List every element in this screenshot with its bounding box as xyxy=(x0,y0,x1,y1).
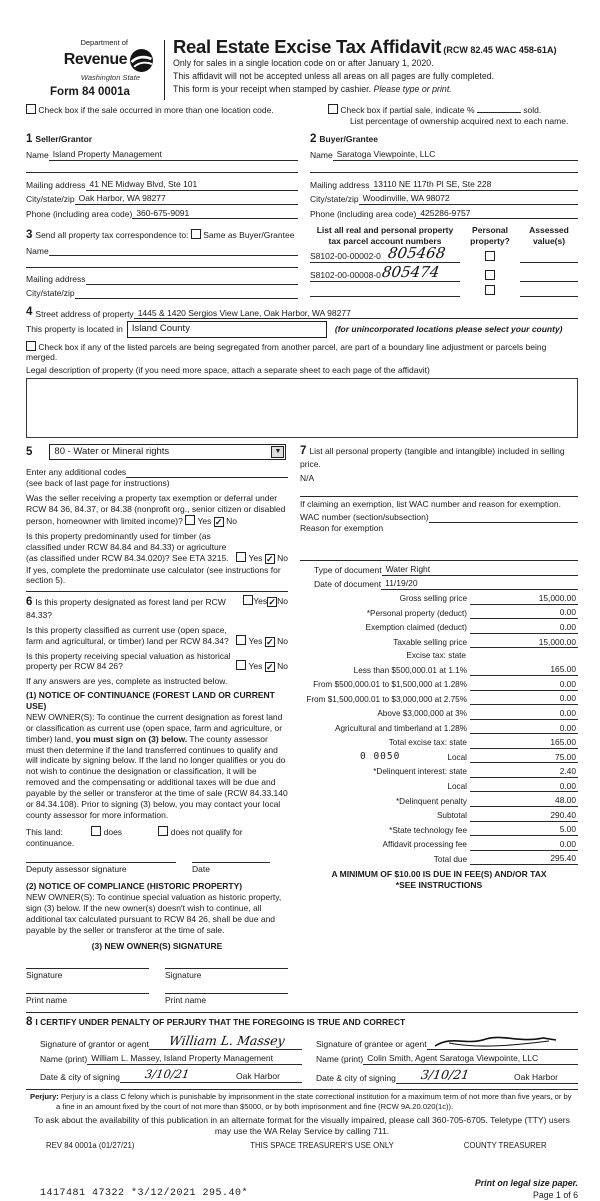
tax-row: Total excise tax: state 165.00 xyxy=(388,737,576,748)
partial-sale-percent-field[interactable] xyxy=(477,112,521,113)
minimum-due-note: A MINIMUM OF $10.00 IS DUE IN FEE(S) AND/OR TAX xyxy=(331,869,547,880)
section4-number: 4 xyxy=(26,305,33,318)
corr-name-extra-line[interactable] xyxy=(26,258,298,268)
doc-date-label: Date of document xyxy=(314,579,382,590)
subtitle-3: This form is your receipt when stamped by cashier. Please type or print. xyxy=(173,83,452,94)
section8-number: 8 xyxy=(26,1016,33,1029)
current-use-question: Is this property classified as current use (open space, farm and agricultural, or timber) land per RCW 84.34? Yes ✓ No xyxy=(26,624,288,647)
parcel-number-field-2[interactable]: S8102-00-00008-0 805474 xyxy=(310,266,460,282)
tax-row: Total due 295.40 xyxy=(433,853,576,864)
tax-row: From $500,000.01 to $1,500,000 at 1.28% 0.00 xyxy=(313,678,576,690)
wac-number-label: WAC number (section/subsection) xyxy=(300,512,429,523)
personal-property-deduct-value: 0.00 xyxy=(512,607,578,619)
buyer-mailing-field[interactable]: 13110 NE 117th Pl SE, Ste 228 xyxy=(370,179,578,191)
personal-property-checkbox-3[interactable] xyxy=(485,285,495,295)
historic-yes-checkbox[interactable] xyxy=(236,660,246,670)
tax-row: Subtotal 290.40 xyxy=(436,809,576,821)
local-tax-value: 75.00 xyxy=(512,752,578,764)
seller-citystate-field[interactable]: Oak Harbor, WA 98277 xyxy=(75,193,298,205)
grantee-signature-scrawl xyxy=(431,1033,561,1049)
corr-mailing-field[interactable] xyxy=(86,284,298,285)
form-number: Form 84 0001a xyxy=(50,86,130,99)
parcel-col-header: List all real and personal property tax parcel account numbers xyxy=(316,225,454,247)
tier1-tax-value: 165.00 xyxy=(512,664,578,676)
section3-number: 3 xyxy=(26,229,33,242)
grantor-signature-field[interactable] xyxy=(149,1033,302,1050)
affidavit-processing-fee-value: 0.00 xyxy=(512,839,578,851)
same-as-buyer-label: Same as Buyer/Grantee xyxy=(203,230,295,241)
located-in-label: This property is located in xyxy=(26,324,123,335)
exemption-no-checkbox[interactable]: ✓ xyxy=(214,516,223,527)
street-address-field[interactable]: 1445 & 1420 Sergios View Lane, Oak Harbor, WA 98277 xyxy=(134,308,578,320)
section7-number: 7 xyxy=(300,445,307,458)
rev-number: REV 84 0001a (01/27/21) xyxy=(46,1140,135,1150)
grantor-date-label: Date & city of signing xyxy=(40,1071,120,1082)
forest-yes-checkbox[interactable] xyxy=(243,595,253,605)
grantee-sig-label: Signature of grantee or agent xyxy=(316,1039,427,1050)
corr-citystate-field[interactable] xyxy=(75,298,298,299)
certify-statement: I CERTIFY UNDER PENALTY OF PERJURY THAT THE FOREGOING IS TRUE AND CORRECT xyxy=(35,1017,406,1028)
ownership-percentage-note: List percentage of ownership acquired next to each name. xyxy=(350,115,569,126)
tax-row: Less than $500,000.01 at 1.1% 165.00 xyxy=(353,664,576,675)
total-due-value: 295.40 xyxy=(512,853,578,865)
grantee-date-label: Date & city of signing xyxy=(316,1073,396,1084)
tax-row: *Delinquent penalty 48.00 xyxy=(395,795,576,806)
section5-number: 5 xyxy=(26,445,33,458)
reason-exemption-field[interactable] xyxy=(300,534,578,560)
seller-citystate-label: City/state/zip xyxy=(26,194,75,205)
same-as-buyer-checkbox[interactable] xyxy=(191,229,201,239)
tax-row: From $1,500,000.01 to $3,000,000 at 2.75% 0.00 xyxy=(306,693,576,704)
notice-continuance-body: NEW OWNER(S): To continue the current designation as forest land or classification as current use (open space, farm and agriculture, or timber) land, you must sign on (3) below. The county assessor must then determine if the land transferred continues to qualify and will indicate by signing below. If the land no longer qualifies or you do not wish to continue the designation or classification, it will be removed and the compensating or additional taxes will be due and payable by the seller or transferor at the time of sale (RCW 84.33.140 or 84.34.108). Prior to signing (3) below, you may contact your local county assessor for more information. xyxy=(26,711,288,820)
seller-name-label: Name xyxy=(26,149,49,160)
grantor-city-field[interactable]: Oak Harbor xyxy=(212,1071,302,1083)
new-owners-signature-title: (3) NEW OWNER(S) SIGNATURE xyxy=(91,940,223,951)
tax-row: Exemption claimed (deduct) 0.00 xyxy=(365,621,576,633)
delinquent-penalty-value: 48.00 xyxy=(512,795,578,807)
multiple-location-checkbox[interactable] xyxy=(26,104,36,114)
new-owner-signature-line-2[interactable]: Signature xyxy=(165,968,288,981)
parcel-row xyxy=(310,262,578,282)
seller-phone-label: Phone (including area code) xyxy=(26,208,133,219)
notice-continuance-title: (1) NOTICE OF CONTINUANCE (FOREST LAND OR CURRENT USE) xyxy=(26,690,275,712)
grantee-date-field[interactable]: 3/10/21 xyxy=(396,1067,492,1084)
buyer-citystate-label: City/state/zip xyxy=(310,194,359,205)
buyer-name-field[interactable]: Saratoga Viewpointe, LLC xyxy=(333,149,578,161)
forest-no-checkbox[interactable]: ✓ xyxy=(268,597,276,608)
personal-property-checkbox-2[interactable] xyxy=(485,270,495,280)
land-does-checkbox[interactable] xyxy=(91,826,101,836)
assessed-value-field-2[interactable] xyxy=(520,271,578,282)
county-select[interactable]: Island County xyxy=(127,321,327,337)
buyer-citystate-field[interactable]: Woodinville, WA 98072 xyxy=(359,193,578,205)
section1-heading: Seller/Grantor xyxy=(35,133,93,144)
legal-description-label: Legal description of property (if you need more space, attach a separate sheet to each page of the affidavit) xyxy=(26,365,430,376)
delinquent-interest-local-value: 0.00 xyxy=(512,781,578,793)
corr-citystate-label: City/state/zip xyxy=(26,287,75,298)
personal-property-col-header: Personal property? xyxy=(470,225,510,247)
exemption-yes-checkbox[interactable] xyxy=(185,515,195,525)
corr-mailing-label: Mailing address xyxy=(26,274,86,285)
parcel-number-field-1[interactable]: S8102-00-00002-0 805468 xyxy=(310,247,460,263)
legal-description-field[interactable] xyxy=(26,378,578,438)
grantee-signature-field[interactable] xyxy=(427,1033,578,1050)
partial-sale-label: Check box if partial sale, indicate % sold. xyxy=(340,104,542,115)
grantor-name-field[interactable]: William L. Massey, Island Property Management xyxy=(87,1053,302,1065)
subtotal-value: 290.40 xyxy=(512,810,578,822)
deputy-date-line[interactable]: Date xyxy=(192,862,270,875)
new-owner-signature-line-1[interactable]: Signature xyxy=(26,968,149,981)
seller-phone-field[interactable]: 360-675-9091 xyxy=(132,208,298,220)
assessed-value-field-3[interactable] xyxy=(520,286,578,297)
see-instructions-note: *SEE INSTRUCTIONS xyxy=(395,880,483,891)
agricultural-tax-value: 0.00 xyxy=(512,723,578,735)
tax-row: *Personal property (deduct) 0.00 xyxy=(366,607,576,618)
codes-note: (see back of last page for instructions) xyxy=(26,478,170,489)
buyer-mailing-label: Mailing address xyxy=(310,179,370,190)
doc-type-label: Type of document xyxy=(314,564,382,575)
section2-number: 2 xyxy=(310,132,317,145)
buyer-phone-field[interactable]: 425286-9757 xyxy=(416,208,578,220)
tax-row: *Delinquent interest: state 2.40 xyxy=(373,766,576,777)
tier4-tax-value: 0.00 xyxy=(512,708,578,720)
dor-logo xyxy=(26,38,154,100)
grantor-sig-label: Signature of grantor or agent xyxy=(40,1039,149,1050)
section2-heading: Buyer/Grantee xyxy=(319,133,378,144)
buyer-phone-label: Phone (including area code) xyxy=(310,208,417,219)
exemption-question: Was the seller receiving a property tax exemption or deferral under RCW 84 36, 84.37, or 84.38 (nonprofit org., senior citizen or disabled person, homeowner with limited income)? Yes ✓ No xyxy=(26,493,286,527)
predominate-use-note: If yes, complete the predominate use calculator (see instructions for section 5). xyxy=(26,564,281,586)
timber-question: Is this property predominantly used for timber (as classified under RCW 84.84 and 84.33) or agriculture (as classified under RCW 84.34.020)? See ETA 3215. Yes ✓ No xyxy=(26,530,288,564)
wac-number-field[interactable] xyxy=(429,522,578,523)
personal-property-checkbox-1[interactable] xyxy=(485,251,495,261)
seller-mailing-field[interactable]: 41 NE Midway Blvd, Ste 101 xyxy=(86,179,298,191)
historic-no-checkbox[interactable]: ✓ xyxy=(265,662,274,673)
washington-state-label: Washington State xyxy=(80,72,140,82)
form-title: Real Estate Excise Tax Affidavit xyxy=(173,36,442,57)
excise-tax-header-row: Excise tax: state xyxy=(406,651,466,661)
tax-row: Above $3,000,000 at 3% 0.00 xyxy=(377,707,576,719)
seller-mailing-label: Mailing address xyxy=(26,179,86,190)
tax-row: Taxable selling price 15,000.00 xyxy=(393,636,576,647)
multiple-location-label: Check box if the sale occurred in more than one location code. xyxy=(38,104,274,115)
subtitle-1: Only for sales in a single location code on or after January 1, 2020. xyxy=(173,58,434,69)
parcel-handwritten-2: 805474 xyxy=(380,262,441,281)
segregated-label: Check box if any of the listed parcels are being segregated from another parcel, are part of a boundary line adjustment or parcels being merged. xyxy=(26,341,547,363)
assessed-value-field-1[interactable] xyxy=(520,252,578,263)
tier2-tax-value: 0.00 xyxy=(512,679,578,691)
chevron-down-icon: ▼ xyxy=(271,446,284,458)
forest-land-question: 6 Is this property designated as forest land per RCW 84.33? Yes✓No xyxy=(26,596,288,620)
land-does-not-checkbox[interactable] xyxy=(158,826,168,836)
parcel-number-field-3[interactable] xyxy=(310,286,460,297)
print-note: Print on legal size paper. xyxy=(474,1178,578,1189)
form-title-rcw: (RCW 82.45 WAC 458-61A) xyxy=(443,45,557,55)
total-excise-state-value: 165.00 xyxy=(512,737,578,749)
revenue-wordmark: Revenue xyxy=(63,50,127,68)
use-code-dropdown[interactable]: 80 - Water or Mineral rights ▼ xyxy=(49,444,286,460)
current-use-yes-checkbox[interactable] xyxy=(236,635,246,645)
grantor-date-field[interactable]: 3/10/21 xyxy=(120,1067,212,1083)
tax-row: 0 0050 Local 75.00 xyxy=(360,751,576,763)
taxable-selling-price-value: 15,000.00 xyxy=(512,637,578,649)
grantor-name-label: Name (print) xyxy=(40,1054,88,1065)
treasurer-use-label: THIS SPACE TREASURER'S USE ONLY xyxy=(250,1140,394,1150)
county-note: (for unincorporated locations please select your county) xyxy=(334,324,563,335)
header-divider xyxy=(164,40,165,100)
notice-compliance-body: NEW OWNER(S): To continue special valuation as historic property, sign (3) below. If the new owner(s) doesn't wish to continue, all additional tax calculated pursuant to RCW 84 26, shall be due and payable by the seller or transferor at the time of sale. xyxy=(26,892,282,935)
corr-name-label: Name xyxy=(26,245,49,256)
reason-exemption-label: Reason for exemption xyxy=(300,522,384,533)
section6-number: 6 xyxy=(26,596,33,609)
alternate-format-note: To ask about the availability of this publication in an alternate format for the visually impaired, please call 360-705-6705. Teletype (TTY) users may use the WA Relay Service by calling 711. xyxy=(34,1114,570,1136)
page-number: Page 1 of 6 xyxy=(533,1189,578,1200)
parcel-row xyxy=(310,285,578,297)
grantee-name-field[interactable]: Colin Smith, Agent Saratoga Viewpointe, LLC xyxy=(363,1053,578,1065)
partial-sale-checkbox[interactable] xyxy=(328,104,338,114)
delinquent-interest-state-value: 2.40 xyxy=(512,766,578,778)
section1-number: 1 xyxy=(26,132,33,145)
dor-swirl-icon xyxy=(129,48,154,73)
gross-selling-price-value: 15,000.00 xyxy=(512,593,578,605)
segregated-checkbox[interactable] xyxy=(26,341,36,351)
personal-property-value: N/A xyxy=(300,472,315,483)
doc-type-field[interactable]: Water Right xyxy=(382,564,578,576)
tax-row: Agricultural and timberland at 1.28% 0.00 xyxy=(335,722,576,733)
parcel-row xyxy=(310,243,578,263)
treasurer-stamp: 1417481 47322 *3/12/2021 295.40* xyxy=(40,1188,249,1200)
doc-date-field[interactable]: 11/19/20 xyxy=(381,578,578,590)
tax-row: *State technology fee 5.00 xyxy=(389,824,576,835)
timber-no-checkbox[interactable]: ✓ xyxy=(265,553,274,564)
local-code-stamp: 0 0050 xyxy=(360,751,401,763)
state-technology-fee-value: 5.00 xyxy=(512,824,578,836)
buyer-name-label: Name xyxy=(310,149,333,160)
tax-row: Local 0.00 xyxy=(447,780,576,791)
buyer-name-extra-line[interactable] xyxy=(310,163,578,173)
grantee-city-field[interactable]: Oak Harbor xyxy=(492,1072,578,1084)
deputy-assessor-signature-line[interactable]: Deputy assessor signature xyxy=(26,862,176,875)
answers-yes-note: If any answers are yes, complete as instructed below. xyxy=(26,676,228,687)
subtitle-2: This affidavit will not be accepted unless all areas on all pages are fully completed. xyxy=(173,70,495,81)
current-use-no-checkbox[interactable]: ✓ xyxy=(265,636,274,647)
perjury-notice: Perjury: Perjury is a class C felony which is punishable by imprisonment in the state correctional institution for a maximum term of not more than five years, or by a fine in an amount fixed by the court of not more than $5000, or by both imprisonment and fine (RCW 9A.20.020(1c)). xyxy=(26,1089,578,1111)
historic-question: Is this property receiving special valuation as historical property per RCW 84 26? Yes ✓ No xyxy=(26,650,288,673)
parcel-handwritten-1: 805468 xyxy=(386,243,447,262)
form-header xyxy=(26,38,578,100)
notice-compliance-title: (2) NOTICE OF COMPLIANCE (HISTORIC PROPERTY) xyxy=(26,881,243,892)
land-qualify-row: This land: does does not qualify for continuance. xyxy=(26,826,243,848)
grantee-name-label: Name (print) xyxy=(316,1054,364,1065)
timber-yes-checkbox[interactable] xyxy=(236,552,246,562)
new-owner-printname-line-1[interactable]: Print name xyxy=(26,993,149,1006)
tier3-tax-value: 0.00 xyxy=(512,693,578,705)
new-owner-printname-line-2[interactable]: Print name xyxy=(165,993,288,1006)
county-treasurer-label: COUNTY TREASURER xyxy=(463,1140,547,1150)
exemption-deduct-value: 0.00 xyxy=(512,622,578,634)
street-address-label: Street address of property xyxy=(35,308,134,319)
tax-row: Gross selling price 15,000.00 xyxy=(399,592,576,604)
seller-name-extra-line[interactable] xyxy=(26,163,298,173)
additional-codes-label: Enter any additional codes xyxy=(26,467,127,478)
assessed-value-col-header: Assessed value(s) xyxy=(529,225,569,247)
dept-of-label: Department of xyxy=(80,38,128,47)
corr-name-field[interactable] xyxy=(49,255,298,256)
tax-row: Affidavit processing fee 0.00 xyxy=(382,838,576,850)
seller-name-field[interactable]: Island Property Management xyxy=(49,149,298,161)
personal-property-intro: List all personal property (tangible and intangible) included in selling price. xyxy=(300,446,565,469)
exemption-note: If claiming an exemption, list WAC number and reason for exemption. xyxy=(300,496,578,510)
section3-heading: Send all property tax correspondence to: xyxy=(35,230,189,241)
grantor-signature: William L. Massey xyxy=(167,1033,286,1049)
